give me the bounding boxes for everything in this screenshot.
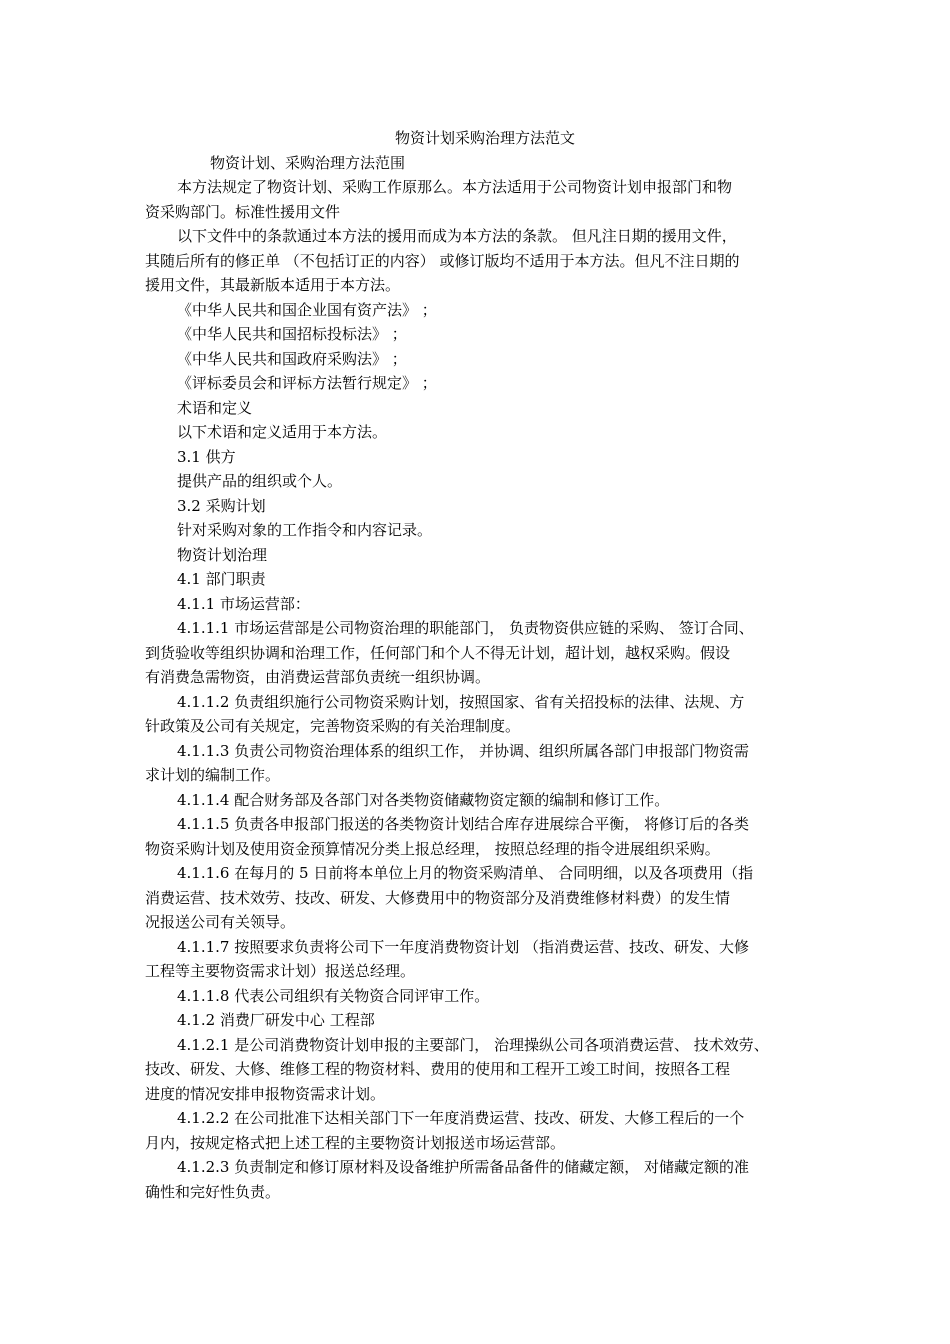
text-line: 以下术语和定义适用于本方法。 — [177, 423, 388, 441]
text-line: 援用文件，其最新版本适用于本方法。 — [145, 276, 401, 294]
text-line: 针政策及公司有关规定，完善物资采购的有关治理制度。 — [145, 717, 521, 735]
text-line: 进度的情况安排申报物资需求计划。 — [145, 1084, 386, 1103]
text-line: 《中华人民共和国企业国有资产法》 ； — [177, 300, 437, 319]
text-line: 物资计划治理 — [177, 545, 268, 564]
text-line: 针对采购对象的工作指令和内容记录。 — [177, 521, 433, 539]
text-line: 4.1.1.5 负责各申报部门报送的各类物资计划结合库存进展综合平衡， 将修订后的各类 — [177, 815, 750, 833]
text-line: 月内，按规定格式把上述工程的主要物资计划报送市场运营部。 — [145, 1133, 566, 1152]
document-title: 物资计划采购治理方法范文 — [394, 129, 575, 147]
text-line: 况报送公司有关领导。 — [145, 913, 296, 931]
text-line: 《中华人民共和国政府采购法》 ； — [177, 349, 407, 368]
text-line: 4.1.2.3 负责制定和修订原材料及设备维护所需备品备件的储藏定额， 对储藏定额的准 — [177, 1158, 750, 1176]
text-line: 4.1.2.1 是公司消费物资计划申报的主要部门， 治理操纵公司各项消费运营、 技术效劳、 — [177, 1035, 769, 1054]
text-line: 4.1.1.3 负责公司物资治理体系的组织工作， 并协调、组织所属各部门申报部门物资需 — [177, 741, 750, 760]
text-line: 物资采购计划及使用资金预算情况分类上报总经理， 按照总经理的指令进展组织采购。 — [145, 839, 720, 858]
text-line: 技改、研发、大修、维修工程的物资材料、费用的使用和工程开工竣工时间，按照各工程 — [145, 1060, 731, 1078]
text-line: 4.1.1.8 代表公司组织有关物资合同评审工作。 — [177, 986, 490, 1005]
text-line: 4.1.1.2 负责组织施行公司物资采购计划，按照国家、省有关招投标的法律、法规、方 — [177, 692, 745, 711]
text-line: 《评标委员会和评标方法暂行规定》 ； — [177, 374, 437, 392]
document-page — [145, 126, 815, 1204]
text-line: 确性和完好性负责。 — [145, 1182, 281, 1201]
text-line: 资采购部门。标准性援用文件 — [145, 202, 341, 221]
text-line: 工程等主要物资需求计划）报送总经理。 — [145, 962, 416, 980]
text-line: 3.2 采购计划 — [177, 496, 266, 515]
text-line: 消费运营、技术效劳、技改、研发、大修费用中的物资部分及消费维修材料费）的发生情 — [145, 888, 731, 907]
text-line: 本方法规定了物资计划、采购工作原那么。本方法适用于公司物资计划申报部门和物 — [177, 178, 733, 196]
text-line: 提供产品的组织或个人。 — [177, 472, 343, 490]
text-line: 3.1 供方 — [177, 447, 236, 466]
text-line: 4.1.1.7 按照要求负责将公司下一年度消费物资计划 （指消费运营、技改、研发、大修 — [177, 937, 750, 956]
text-line: 《中华人民共和国招标投标法》 ； — [177, 325, 407, 343]
text-line: 到货验收等组织协调和治理工作，任何部门和个人不得无计划，超计划，越权采购。假设 — [145, 643, 731, 662]
text-line: 物资计划、采购治理方法范围 — [210, 153, 406, 172]
text-line: 其随后所有的修正单 （不包括订正的内容） 或修订版均不适用于本方法。但凡不注日期的 — [145, 251, 740, 270]
text-line: 4.1.1.6 在每月的 5 日前将本单位上月的物资采购清单、 合同明细，以及各项费用（指 — [177, 864, 754, 882]
text-line: 4.1.1 市场运营部： — [177, 594, 310, 613]
text-line: 4.1 部门职责 — [177, 570, 266, 588]
text-line: 术语和定义 — [177, 398, 253, 417]
text-line: 以下文件中的条款通过本方法的援用而成为本方法的条款。 但凡注日期的援用文件， — [177, 227, 737, 245]
document-body — [145, 151, 815, 1205]
text-line: 4.1.2.2 在公司批准下达相关部门下一年度消费运营、技改、研发、大修工程后的一个 — [177, 1109, 745, 1127]
text-line: 求计划的编制工作。 — [145, 766, 281, 784]
text-line: 4.1.1.4 配合财务部及各部门对各类物资储藏物资定额的编制和修订工作。 — [177, 790, 670, 809]
text-line: 4.1.1.1 市场运营部是公司物资治理的职能部门， 负责物资供应链的采购、 签订合同、 — [177, 619, 754, 637]
text-line: 4.1.2 消费厂研发中心 工程部 — [177, 1011, 375, 1029]
text-line: 有消费急需物资，由消费运营部负责统一组织协调。 — [145, 668, 491, 686]
